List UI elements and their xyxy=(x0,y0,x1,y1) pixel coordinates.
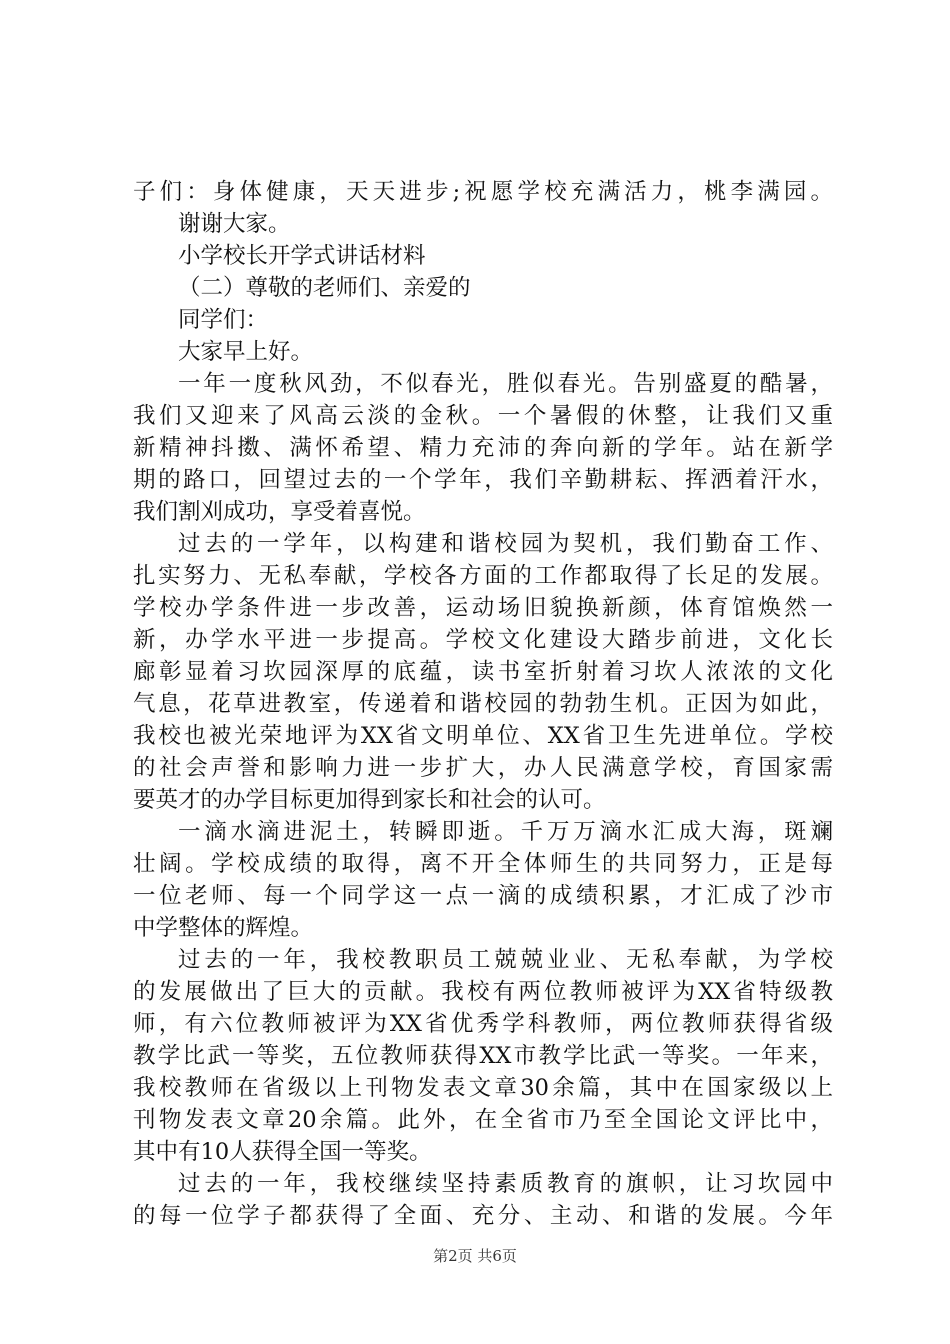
text-line: 气息，花草进教室，传递着和谐校园的勃勃生机。正因为如此， xyxy=(133,691,833,717)
greeting: 大家早上好。 xyxy=(178,339,314,365)
text-line: 过去的一年，我校继续坚持素质教育的旗帜，让习坎园中 xyxy=(178,1171,833,1197)
text-line: 刊物发表文章20余篇。此外，在全省市乃至全国论文评比中， xyxy=(133,1107,833,1133)
text-line: 新，办学水平进一步提高。学校文化建设大踏步前进，文化长 xyxy=(133,627,833,653)
text-line: 廊彰显着习坎园深厚的底蕴，读书室折射着习坎人浓浓的文化 xyxy=(133,659,833,685)
document-body xyxy=(133,176,833,1232)
page-footer: 第2页 共6页 xyxy=(433,1247,517,1265)
text-line: 我们割刈成功，享受着喜悦。 xyxy=(133,499,426,525)
text-line: 的社会声誉和影响力进一步扩大，办人民满意学校，育国家需 xyxy=(133,755,833,781)
text-line: 我校教师在省级以上刊物发表文章30余篇，其中在国家级以上 xyxy=(133,1075,833,1101)
text-line: 过去的一学年，以构建和谐校园为契机，我们勤奋工作、 xyxy=(178,531,833,557)
text-line: 一位老师、每一个同学这一点一滴的成绩积累，才汇成了沙市 xyxy=(133,883,833,909)
text-line: 一年一度秋风劲，不似春光，胜似春光。告别盛夏的酷暑， xyxy=(178,371,833,397)
text-line: 我们又迎来了风高云淡的金秋。一个暑假的休整，让我们又重 xyxy=(133,403,833,429)
text-line: 期的路口，回望过去的一个学年，我们辛勤耕耘、挥洒着汗水， xyxy=(133,467,833,493)
text-line: 壮阔。学校成绩的取得，离不开全体师生的共同努力，正是每 xyxy=(133,851,833,877)
text-line: 一滴水滴进泥土，转瞬即逝。千万万滴水汇成大海，斑斓 xyxy=(178,819,833,845)
text-line: （二）尊敬的老师们、亲爱的 xyxy=(178,275,471,301)
text-line: 子们：身体健康，天天进步;祝愿学校充满活力，桃李满园。 xyxy=(133,179,833,205)
section-title: 小学校长开学式讲话材料 xyxy=(178,243,426,269)
text-line: 新精神抖擞、满怀希望、精力充沛的奔向新的学年。站在新学 xyxy=(133,435,833,461)
text-line: 谢谢大家。 xyxy=(178,211,291,237)
text-line: 教学比武一等奖，五位教师获得XX市教学比武一等奖。一年来， xyxy=(133,1043,833,1069)
text-line: 师，有六位教师被评为XX省优秀学科教师，两位教师获得省级 xyxy=(133,1011,833,1037)
text-line: 扎实努力、无私奉献，学校各方面的工作都取得了长足的发展。 xyxy=(133,563,833,589)
salutation: 同学们： xyxy=(178,307,269,333)
text-line: 要英才的办学目标更加得到家长和社会的认可。 xyxy=(133,787,606,813)
text-line: 的每一位学子都获得了全面、充分、主动、和谐的发展。今年 xyxy=(133,1203,833,1229)
text-line: 的发展做出了巨大的贡献。我校有两位教师被评为XX省特级教 xyxy=(133,979,833,1005)
text-line: 过去的一年，我校教职员工兢兢业业、无私奉献，为学校 xyxy=(178,947,833,973)
text-line: 学校办学条件进一步改善，运动场旧貌换新颜，体育馆焕然一 xyxy=(133,595,833,621)
text-line: 中学整体的辉煌。 xyxy=(133,915,314,941)
text-line: 我校也被光荣地评为XX省文明单位、XX省卫生先进单位。学校 xyxy=(133,723,833,749)
text-line: 其中有10人获得全国一等奖。 xyxy=(133,1139,432,1165)
